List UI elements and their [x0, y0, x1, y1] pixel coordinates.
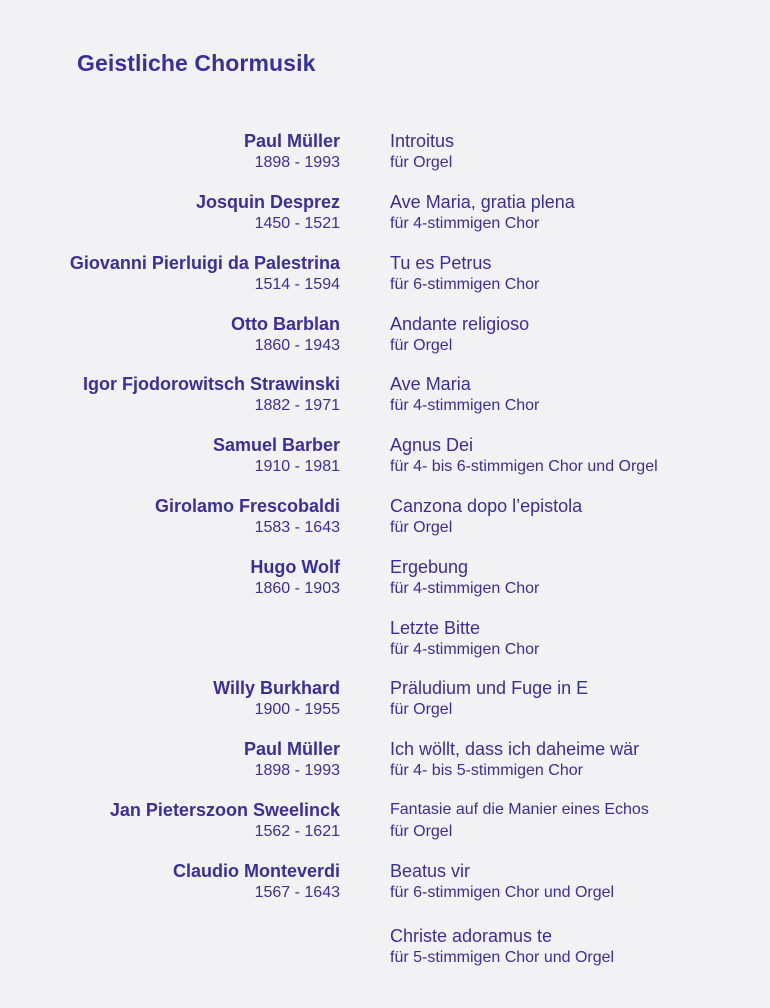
work-block	[390, 495, 582, 539]
program-entry	[0, 860, 770, 910]
work-block	[390, 738, 639, 782]
composer-name: Otto Barblan	[230, 314, 340, 334]
work-title: Christe adoramus te	[390, 926, 553, 946]
program-entry	[0, 925, 770, 975]
program-entry	[0, 677, 770, 727]
work-block	[390, 799, 649, 843]
work-scoring: für Orgel	[390, 154, 453, 171]
composer-dates: 1583 - 1643	[254, 519, 340, 536]
composer-dates: 1910 - 1981	[254, 458, 340, 475]
work-scoring: für 6-stimmigen Chor	[390, 276, 540, 293]
work-scoring: für 4- bis 6-stimmigen Chor und Orgel	[390, 458, 658, 475]
work-scoring: für 4-stimmigen Chor	[390, 397, 540, 414]
program-entry	[0, 738, 770, 788]
program-entry	[0, 191, 770, 241]
program-entry	[0, 434, 770, 484]
work-title: Präludium und Fuge in E	[390, 678, 589, 698]
work-block	[390, 373, 539, 417]
composer-name: Josquin Desprez	[195, 192, 340, 212]
work-block	[390, 617, 539, 661]
work-scoring: für 4-stimmigen Chor	[390, 215, 540, 232]
work-title: Fantasie auf die Manier eines Echos	[390, 801, 649, 818]
work-title: Ergebung	[390, 557, 469, 577]
program-entry	[0, 130, 770, 180]
work-block	[390, 677, 588, 721]
work-scoring: für 4-stimmigen Chor	[390, 641, 540, 658]
composer-name: Paul Müller	[243, 131, 340, 151]
program-entry	[0, 617, 770, 667]
work-title: Ave Maria, gratia plena	[390, 192, 575, 212]
program-entry	[0, 313, 770, 363]
work-block	[390, 556, 539, 600]
work-scoring: für 5-stimmigen Chor und Orgel	[390, 949, 615, 966]
program-entry	[0, 495, 770, 545]
composer-block	[70, 252, 340, 296]
work-scoring: für Orgel	[390, 701, 453, 718]
work-title: Letzte Bitte	[390, 618, 481, 638]
composer-block	[244, 130, 340, 174]
composer-dates: 1898 - 1993	[254, 154, 340, 171]
work-title: Ave Maria	[390, 374, 471, 394]
composer-name: Paul Müller	[243, 739, 340, 759]
composer-name: Claudio Monteverdi	[172, 861, 340, 881]
composer-block	[213, 434, 340, 478]
composer-name: Jan Pieterszoon Sweelinck	[109, 800, 340, 820]
composer-block	[250, 556, 340, 600]
work-title: Agnus Dei	[390, 435, 474, 455]
work-title: Canzona dopo l’epistola	[390, 496, 583, 516]
work-title: Ich wöllt, dass ich daheime wär	[390, 739, 640, 759]
work-scoring: für Orgel	[390, 823, 453, 840]
composer-dates: 1900 - 1955	[254, 701, 340, 718]
composer-dates: 1882 - 1971	[254, 397, 340, 414]
program-entry	[0, 373, 770, 423]
work-scoring: für 6-stimmigen Chor und Orgel	[390, 884, 615, 901]
composer-dates: 1562 - 1621	[254, 823, 340, 840]
work-scoring: für Orgel	[390, 337, 453, 354]
work-title: Introitus	[390, 131, 455, 151]
composer-block	[244, 738, 340, 782]
work-scoring: für Orgel	[390, 519, 453, 536]
composer-name: Igor Fjodorowitsch Strawinski	[82, 374, 340, 394]
work-block	[390, 434, 658, 478]
work-block	[390, 191, 575, 235]
work-block	[390, 313, 529, 357]
work-title: Tu es Petrus	[390, 253, 492, 273]
composer-name: Samuel Barber	[212, 435, 340, 455]
composer-block	[231, 313, 340, 357]
program-entry	[0, 252, 770, 302]
composer-dates: 1514 - 1594	[254, 276, 340, 293]
composer-name: Hugo Wolf	[250, 557, 340, 577]
composer-block	[213, 677, 340, 721]
composer-block	[155, 495, 340, 539]
page-title: Geistliche Chormusik	[77, 50, 316, 76]
work-block	[390, 860, 614, 904]
program-entry	[0, 556, 770, 606]
composer-block	[173, 860, 340, 904]
work-title: Beatus vir	[390, 861, 471, 881]
program-entry	[0, 799, 770, 849]
composer-name: Willy Burkhard	[213, 678, 340, 698]
composer-name: Girolamo Frescobaldi	[154, 496, 340, 516]
work-title: Andante religioso	[390, 314, 530, 334]
composer-dates: 1898 - 1993	[254, 762, 340, 779]
work-block	[390, 925, 614, 969]
composer-dates: 1450 - 1521	[254, 215, 340, 232]
work-block	[390, 252, 539, 296]
composer-dates: 1860 - 1903	[254, 580, 340, 597]
composer-dates: 1860 - 1943	[254, 337, 340, 354]
composer-block	[83, 373, 340, 417]
work-block	[390, 130, 454, 174]
work-scoring: für 4- bis 5-stimmigen Chor	[390, 762, 583, 779]
composer-block	[110, 799, 340, 843]
composer-dates: 1567 - 1643	[254, 884, 340, 901]
work-scoring: für 4-stimmigen Chor	[390, 580, 540, 597]
composer-name: Giovanni Pierluigi da Palestrina	[69, 253, 340, 273]
composer-block	[196, 191, 340, 235]
